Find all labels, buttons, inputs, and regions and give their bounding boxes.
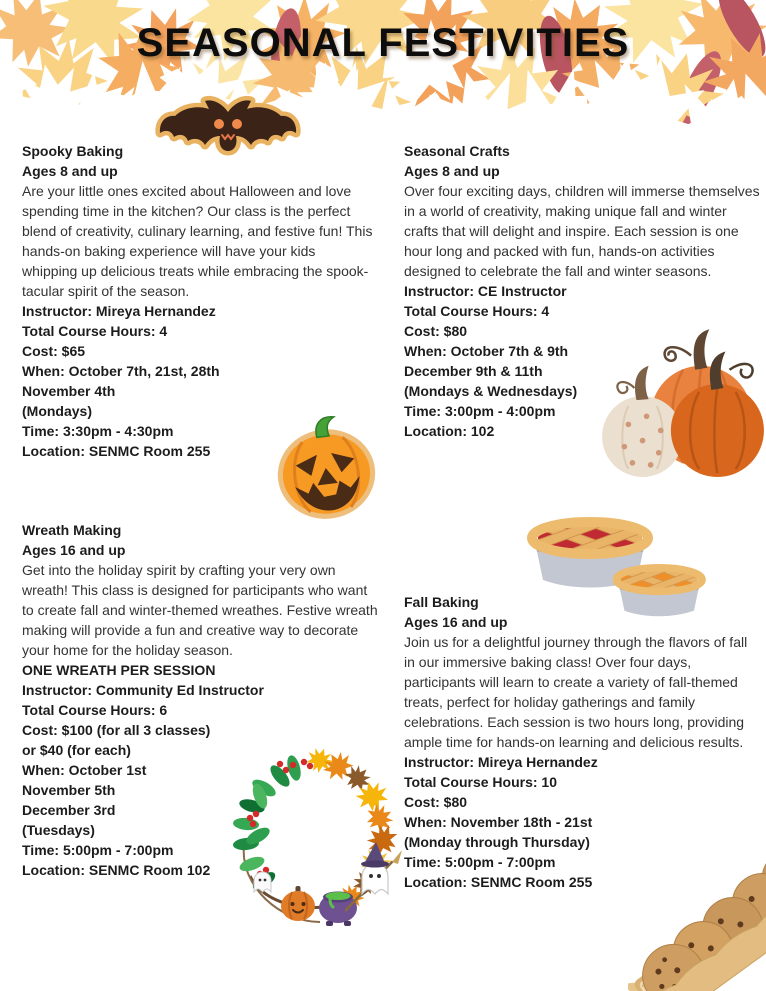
detail-line: December 9th & 11th [404, 363, 543, 379]
section-spooky-baking [22, 141, 374, 461]
section-title: Fall Baking [404, 594, 479, 610]
section-ages: Ages 16 and up [404, 614, 508, 630]
detail-line: (Monday through Thursday) [404, 834, 590, 850]
detail-line: (Mondays) [22, 403, 92, 419]
detail-line: Instructor: Mireya Hernandez [404, 754, 598, 770]
detail-line: December 3rd [22, 802, 116, 818]
section-wreath-making [22, 520, 378, 880]
section-fall-baking [404, 592, 760, 892]
section-ages: Ages 16 and up [22, 542, 126, 558]
section-ages: Ages 8 and up [22, 163, 118, 179]
detail-line: (Tuesdays) [22, 822, 95, 838]
detail-line: Location: SENMC Room 255 [22, 443, 211, 459]
section-details [22, 660, 378, 880]
detail-line: Total Course Hours: 4 [404, 303, 550, 319]
section-title: Spooky Baking [22, 143, 124, 159]
detail-line: Location: SENMC Room 255 [404, 874, 593, 890]
detail-line: November 5th [22, 782, 116, 798]
detail-line: Time: 3:00pm - 4:00pm [404, 403, 556, 419]
detail-line: Instructor: Mireya Hernandez [22, 303, 216, 319]
section-description: Are your little ones excited about Halloween and love spending time in the kitchen? Our class is the perfect blend of creativity, culinary learning, and festive fun! This hands-on baking experience will have your kids whipping up delicious treats while embracing the spook-tacular spirit of the season. [22, 183, 373, 299]
section-details [404, 752, 760, 892]
header-banner [0, 0, 766, 152]
detail-line: Cost: $65 [22, 343, 86, 359]
detail-line: Total Course Hours: 4 [22, 323, 168, 339]
page-title: SEASONAL FESTIVITIES [136, 21, 630, 65]
detail-line: When: October 7th & 9th [404, 343, 569, 359]
section-description: Get into the holiday spirit by crafting your very own wreath! This class is designed for participants who want to create fall and winter-themed wreathes. Festive wreath making will provide a fun and creative way to decorate your home for the holiday season. [22, 562, 378, 658]
section-title: Wreath Making [22, 522, 122, 538]
cauldron-icon [319, 892, 357, 927]
section-details [22, 301, 374, 461]
detail-line: Time: 5:00pm - 7:00pm [22, 842, 174, 858]
detail-line: When: October 7th, 21st, 28th [22, 363, 220, 379]
section-details [404, 281, 760, 441]
detail-line: or $40 (for each) [22, 742, 131, 758]
section-description: Join us for a delightful journey through the flavors of fall in our immersive baking class! Over four days, participants will learn to create a variety of fall-themed treats, perfect for holiday gatherings and family celebrations. Each session is two hours long, providing ample time for hands-on learning and delicious results. [404, 634, 748, 750]
detail-line: ONE WREATH PER SESSION [22, 662, 216, 678]
detail-line: Time: 3:30pm - 4:30pm [22, 423, 174, 439]
detail-line: When: October 1st [22, 762, 147, 778]
detail-line: Total Course Hours: 10 [404, 774, 557, 790]
detail-line: Location: SENMC Room 102 [22, 862, 211, 878]
detail-line: When: November 18th - 21st [404, 814, 593, 830]
section-description: Over four exciting days, children will immerse themselves in a world of creativity, making unique fall and winter crafts that will delight and inspire. Each session is one hour long and packed with fun, hands-on activities designed to celebrate the fall and winter seasons. [404, 183, 760, 279]
detail-line: Total Course Hours: 6 [22, 702, 168, 718]
detail-line: Cost: $100 (for all 3 classes) [22, 722, 211, 738]
section-title: Seasonal Crafts [404, 143, 510, 159]
detail-line: November 4th [22, 383, 116, 399]
pumpkin-icon [281, 886, 315, 921]
detail-line: Cost: $80 [404, 323, 468, 339]
detail-line: Instructor: Community Ed Instructor [22, 682, 264, 698]
detail-line: Location: 102 [404, 423, 495, 439]
detail-line: Instructor: CE Instructor [404, 283, 567, 299]
detail-line: Time: 5:00pm - 7:00pm [404, 854, 556, 870]
detail-line: Cost: $80 [404, 794, 468, 810]
section-seasonal-crafts [404, 141, 760, 441]
section-ages: Ages 8 and up [404, 163, 500, 179]
detail-line: (Mondays & Wednesdays) [404, 383, 578, 399]
